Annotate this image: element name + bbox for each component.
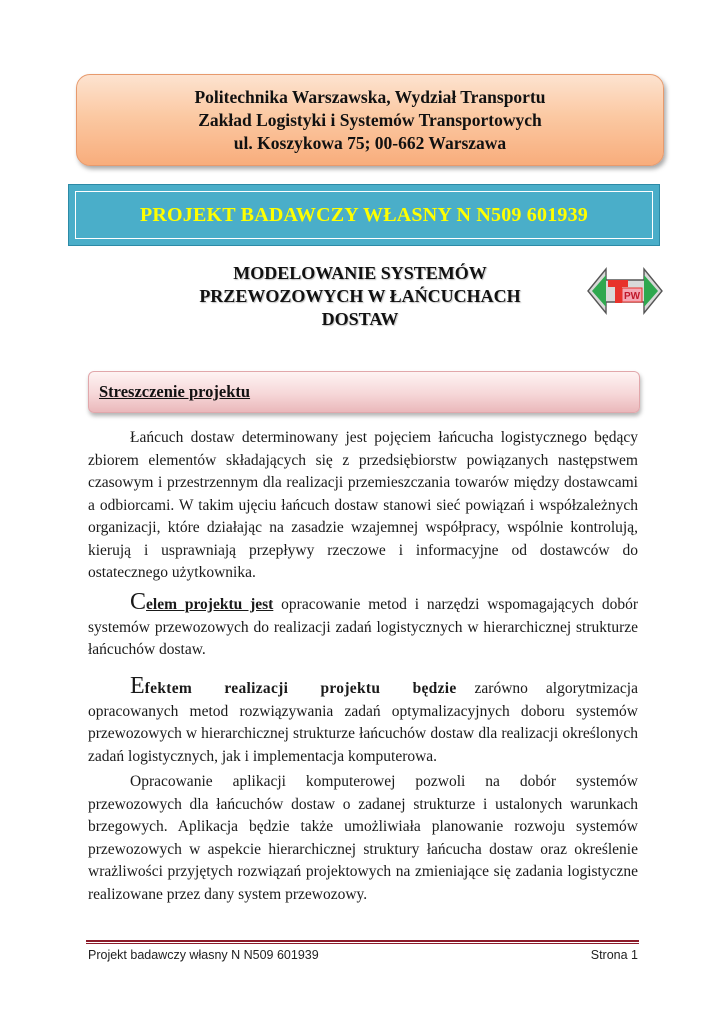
effect-text: zarówno algorytmizacja opracowanych metod rozwiązywania zadań optymalizacyjnych doboru systemów przewozowych w hierarchicznej strukturze łańcuchów dostaw dla realizacji określonych zadań logistycznych, jak i implementacja komputerowa. (88, 680, 638, 765)
effect-lead: fektem realizacji projektu będzie (144, 680, 457, 697)
document-title-line-2: PRZEWOZOWYCH W ŁAŃCUCHACH (199, 286, 521, 306)
institution-line-university: Politechnika Warszawska, Wydział Transportu (194, 86, 546, 107)
project-banner-inner (75, 191, 653, 239)
dropcap-goal: C (130, 589, 147, 615)
project-banner (68, 184, 660, 246)
paragraph-project-goal (88, 589, 638, 662)
paragraph-supply-chain: Łańcuch dostaw determinowany jest pojęciem łańcucha logistycznego będący zbiorem elementów składających się z przedsiębiorstw powiązanych następstwem czasowym i przestrzennym dla realizacji przemieszczania towarów między dostawcami a odbiorcami. W takim ujęciu łańcuch dostaw stanowi sieć powiązań i współzależnych organizacji, które działając na zasadzie wzajemnej współpracy, wspólnie kontrolują, kierują i usprawniają przepływy rzeczowe i informacyjne od dostawców do ostatecznego użytkownika. (88, 429, 638, 581)
institution-header (76, 74, 664, 166)
institution-line-address: ul. Koszykowa 75; 00-662 Warszawa (233, 132, 507, 153)
section-title: Streszczenie projektu (99, 382, 251, 401)
document-title (150, 262, 570, 331)
goal-lead: elem projektu jest (146, 596, 274, 613)
footer-rule-thin (86, 943, 639, 944)
logo-text: PW (623, 291, 641, 302)
page-number: Strona 1 (590, 948, 638, 962)
section-heading-box (88, 371, 640, 413)
document-title-line-3: DOSTAW (321, 309, 399, 329)
footer-rule (86, 940, 639, 942)
footer-project-name: Projekt badawczy własny N N509 601939 (88, 948, 319, 962)
document-title-line-1: MODELOWANIE SYSTEMÓW (233, 263, 487, 283)
paragraph-application: Opracowanie aplikacji komputerowej pozwoli na dobór systemów przewozowych dla łańcuchów dostaw o zadanej strukturze i ustalonych warunkach brzegowych. Aplikacja będzie także umożliwiała planowanie rozwoju systemów przewozowych w aspekcie hierarchicznej struktury łańcucha dostaw oraz określenie wrażliwości przyjętych rozwiązań projektowych na zmieniające się zadania logistyczne realizowane przez dany system przewozowy. (88, 773, 638, 903)
paragraph-project-effect (88, 673, 638, 768)
project-title: PROJEKT BADAWCZY WŁASNY N N509 601939 (139, 203, 588, 226)
goal-text: opracowanie metod i narzędzi wspomagających dobór systemów przewozowych do realizacji zadań logistycznych w hierarchicznej strukturze łańcuchów dostaw. (88, 596, 638, 658)
institution-line-department: Zakład Logistyki i Systemów Transportowych (198, 109, 542, 130)
dropcap-effect: E (130, 673, 145, 699)
tpw-logo-icon (586, 265, 664, 317)
